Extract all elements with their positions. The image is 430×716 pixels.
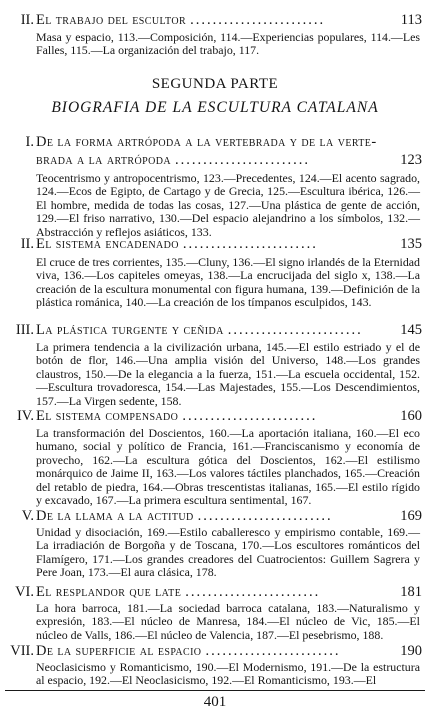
chapter-numeral: VII. <box>10 643 34 659</box>
chapter-summary: Teocentrismo y antropocentrismo, 123.—Precedentes, 124.—El acento sagrado, 124.—Ecos de Egipto, de Cartago y de Grecia, 125.—Escultura ibérica, 126.—El hombre, medida de todas las cosas, 127.—Una plástica de gente de acción, 129.—El friso narrativo, 130.—Del espacio alejandrino a los símbolos, 132.—Abstracción y reflejos asiáticos, 133. <box>36 171 420 239</box>
chapter-page-number: 113 <box>400 12 422 28</box>
chapter-page-number: 160 <box>400 408 422 424</box>
chapter-summary: El cruce de tres corrientes, 135.—Cluny, 136.—El signo irlandés de la Eternidad viva, 136.—Los capiteles omeyas, 138.—La encrucijada del siglo x, 138.—La creación de la escultura monumental con figura humana, 139.—Definición de la plástica románica, 140.—La creación de los tímpanos esculpidos, 143. <box>36 255 420 310</box>
chapter-title: De la superficie al espacio ........................ <box>36 643 341 659</box>
toc-entry-heading <box>0 643 430 659</box>
chapter-numeral: V. <box>21 508 34 524</box>
part-subtitle: BIOGRAFIA DE LA ESCULTURA CATALANA <box>51 99 379 116</box>
toc-entry-heading <box>0 408 430 424</box>
chapter-title: El trabajo del escultor ........................ <box>36 12 326 28</box>
chapter-summary: La transformación del Doscientos, 160.—La aportación italiana, 160.—El eco humano, social y político de Francia, 161.—Franciscanismo y economía de provecho, 162.—La escultura gótica del Doscientos, 162.—El estilismo monárquico de Jaime II, 163.—Los valores táctiles planchados, 165.—Creación del retablo de piedra, 164.—Obras trescentistas italianas, 165.—El estilo rígido y excavado, 167.—La primera escultura sentimental, 167. <box>36 426 420 508</box>
chapter-summary: La primera tendencia a la civilización urbana, 145.—El estilo estriado y el de botón de flor, 146.—Una amplia visión del Universo, 148.—Los grandes claustros, 150.—De la elegancia a la fuerza, 151.—La escuela occidental, 152.—Escultura trovadoresca, 154.—Las Majestades, 155.—Los Descendimientos, 157.—La Virgen sedente, 158. <box>36 340 420 408</box>
chapter-page-number: 123 <box>400 152 422 168</box>
chapter-numeral: II. <box>20 236 34 252</box>
chapter-title-continued: brada a la artrópoda ........................ <box>36 152 310 168</box>
chapter-title: La plástica turgente y ceñida ........................ <box>36 322 363 338</box>
toc-entry-heading <box>0 322 430 338</box>
chapter-page-number: 190 <box>400 643 422 659</box>
toc-entry <box>0 643 430 688</box>
toc-entry <box>0 508 430 580</box>
chapter-summary: Neoclasicismo y Romanticismo, 190.—El Modernismo, 191.—De la estructura al espacio, 192.—El Neoclasicismo, 192.—El Romanticismo, 193.—El <box>36 660 420 688</box>
toc-entry <box>0 12 430 58</box>
chapter-title: De la forma artrópoda a la vertebrada y de la verte- <box>36 134 377 150</box>
toc-entry <box>0 584 430 642</box>
chapter-title: El sistema encadenado ........................ <box>36 236 318 252</box>
chapter-page-number: 135 <box>400 236 422 252</box>
toc-entry <box>0 134 430 239</box>
chapter-numeral: IV. <box>16 408 34 424</box>
chapter-title: El resplandor que late ........................ <box>36 584 321 600</box>
chapter-numeral: III. <box>15 322 34 338</box>
toc-entry-heading <box>0 236 430 252</box>
chapter-title: De la llama a la actitud ........................ <box>36 508 333 524</box>
chapter-numeral: I. <box>25 134 34 150</box>
chapter-page-number: 181 <box>400 584 422 600</box>
footer-rule <box>5 690 425 691</box>
chapter-page-number: 169 <box>400 508 422 524</box>
part-title: SEGUNDA PARTE <box>151 76 279 92</box>
chapter-title: El sistema compensado ........................ <box>36 408 318 424</box>
chapter-summary: Unidad y disociación, 169.—Estilo caballeresco y empirismo contable, 169.—La irradiación de Borgoña y de Toscana, 170.—Los escultores románticos del Flamígero, 171.—Los grandes creadores del Cuatrocientos: Guillem Sagrera y Pere Joan, 173.—El aura clásica, 178. <box>36 525 420 580</box>
toc-entry-heading <box>0 134 430 150</box>
chapter-numeral: VI. <box>15 584 34 600</box>
chapter-summary: La hora barroca, 181.—La sociedad barroca catalana, 183.—Naturalismo y expresión, 183.—El núcleo de Manresa, 184.—El núcleo de Vic, 185.—El núcleo de Valls, 186.—El núcleo de Valencia, 187.—El pesebrismo, 188. <box>36 601 420 642</box>
toc-entry-heading <box>0 584 430 600</box>
chapter-numeral: II. <box>20 12 34 28</box>
chapter-summary: Masa y espacio, 113.—Composición, 114.—Experiencias populares, 114.—Les Falles, 115.—La organización del trabajo, 117. <box>36 30 420 58</box>
toc-entry-heading <box>0 12 430 28</box>
chapter-page-number: 145 <box>400 322 422 338</box>
toc-entry <box>0 408 430 508</box>
page-folio: 401 <box>203 694 227 710</box>
toc-entry <box>0 236 430 310</box>
toc-entry <box>0 322 430 408</box>
toc-entry-heading <box>0 508 430 524</box>
